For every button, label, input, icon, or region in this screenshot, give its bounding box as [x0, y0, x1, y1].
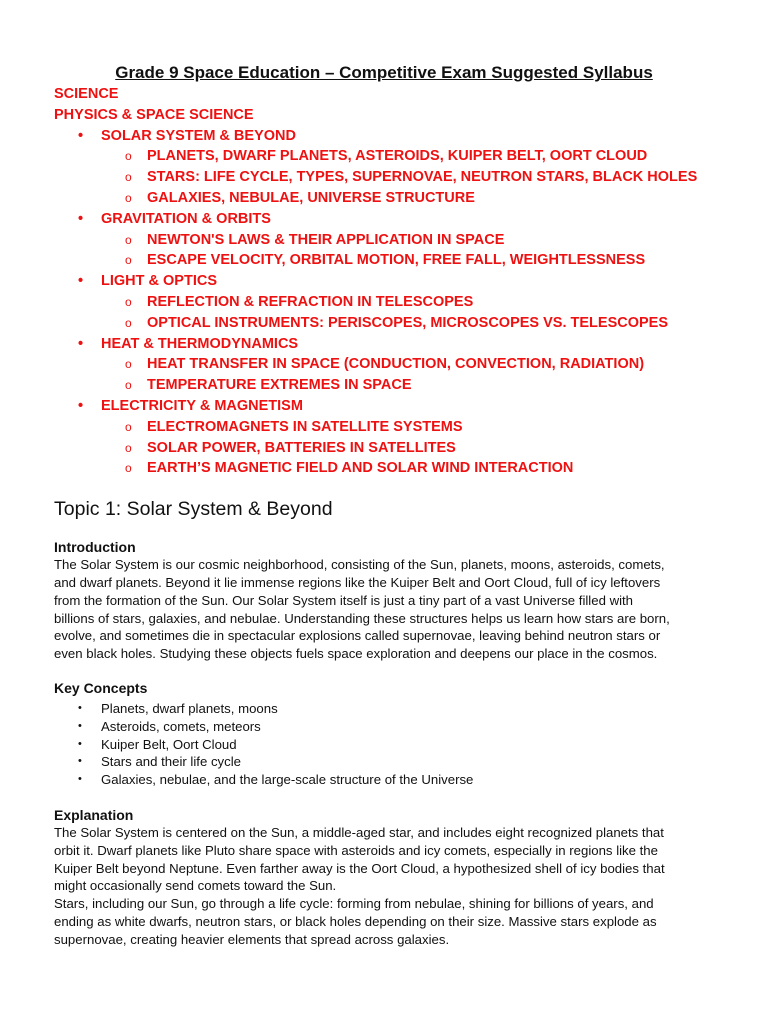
syllabus-subtopic-label: ELECTROMAGNETS IN SATELLITE SYSTEMS — [147, 418, 463, 435]
circle-bullet-icon: o — [125, 232, 132, 247]
explanation-line: Kuiper Belt beyond Neptune. Even farther away is the Oort Cloud, a hypothesized shell of icy bodies that — [54, 860, 665, 876]
circle-bullet-icon: o — [125, 378, 132, 393]
key-concept-item — [54, 736, 714, 754]
syllabus-topic-label: GRAVITATION & ORBITS — [101, 210, 271, 227]
key-concept-item — [54, 771, 714, 789]
circle-bullet-icon: o — [125, 315, 132, 330]
syllabus-subtopic-label: GALAXIES, NEBULAE, UNIVERSE STRUCTURE — [147, 189, 475, 206]
syllabus-subtopic — [54, 375, 714, 396]
syllabus-subtopic-label: EARTH’S MAGNETIC FIELD AND SOLAR WIND INTERACTION — [147, 460, 574, 477]
explanation-line: Stars, including our Sun, go through a life cycle: forming from nebulae, shining for billions of years, and — [54, 896, 654, 912]
bullet-icon: • — [78, 701, 82, 714]
introduction-line: and dwarf planets. Beyond it lie immense regions like the Kuiper Belt and Oort Cloud, full of icy leftovers — [54, 574, 661, 590]
introduction-line: evolve, and sometimes die in spectacular explosions called supernovae, leaving behind neutron stars or — [54, 628, 661, 644]
syllabus-subtopic — [54, 417, 714, 438]
syllabus-subtopic — [54, 313, 714, 334]
circle-bullet-icon: o — [125, 253, 132, 268]
syllabus-branch: PHYSICS & SPACE SCIENCE — [54, 106, 254, 123]
explanation-line: might occasionally send comets toward the Sun. — [54, 878, 337, 894]
bullet-icon: • — [78, 773, 82, 786]
syllabus-subtopic-label: OPTICAL INSTRUMENTS: PERISCOPES, MICROSCOPES VS. TELESCOPES — [147, 314, 669, 331]
syllabus-topic-label: SOLAR SYSTEM & BEYOND — [101, 127, 296, 144]
document-title: Grade 9 Space Education – Competitive Exam Suggested Syllabus — [115, 63, 653, 82]
circle-bullet-icon: o — [125, 440, 132, 455]
syllabus-subtopic-label: SOLAR POWER, BATTERIES IN SATELLITES — [147, 439, 456, 456]
explanation-line: ending as white dwarfs, neutron stars, or black holes depending on their size. Massive stars explode as — [54, 913, 657, 929]
syllabus-topic — [54, 126, 714, 147]
circle-bullet-icon: o — [125, 170, 132, 185]
introduction-line: billions of stars, galaxies, and nebulae. Understanding these structures helps us learn how stars are born, — [54, 610, 670, 626]
syllabus-subtopic — [54, 146, 714, 167]
topic-heading: Topic 1: Solar System & Beyond — [54, 498, 333, 521]
syllabus-subtopic-label: STARS: LIFE CYCLE, TYPES, SUPERNOVAE, NEUTRON STARS, BLACK HOLES — [147, 169, 698, 186]
introduction-line: from the formation of the Sun. Our Solar System itself is just a tiny part of a vast Universe filled with — [54, 592, 634, 608]
key-concepts-heading: Key Concepts — [54, 679, 148, 696]
circle-bullet-icon: o — [125, 294, 132, 309]
bullet-icon: • — [78, 127, 84, 144]
key-concept-label: Planets, dwarf planets, moons — [101, 700, 278, 716]
circle-bullet-icon: o — [125, 149, 132, 164]
explanation-line: supernovae, creating heavier elements that spread across galaxies. — [54, 931, 450, 947]
key-concept-label: Galaxies, nebulae, and the large-scale structure of the Universe — [101, 772, 474, 788]
syllabus-subtopic — [54, 230, 714, 251]
bullet-icon: • — [78, 737, 82, 750]
introduction-line: The Solar System is our cosmic neighborhood, consisting of the Sun, planets, moons, asteroids, comets, — [54, 557, 665, 573]
syllabus-outline — [54, 84, 714, 479]
bullet-icon: • — [78, 273, 84, 290]
explanation-heading: Explanation — [54, 806, 134, 823]
syllabus-subtopic — [54, 292, 714, 313]
syllabus-subtopic-label: TEMPERATURE EXTREMES IN SPACE — [147, 377, 412, 394]
introduction-text — [54, 556, 714, 663]
syllabus-topic — [54, 396, 714, 417]
syllabus-topic-label: HEAT & THERMODYNAMICS — [101, 335, 299, 352]
syllabus-subject: SCIENCE — [54, 86, 119, 102]
circle-bullet-icon: o — [125, 190, 132, 205]
circle-bullet-icon: o — [125, 357, 132, 372]
syllabus-subtopic-label: HEAT TRANSFER IN SPACE (CONDUCTION, CONVECTION, RADIATION) — [147, 356, 645, 373]
syllabus-subtopic-label: ESCAPE VELOCITY, ORBITAL MOTION, FREE FALL, WEIGHTLESSNESS — [147, 252, 646, 269]
key-concept-label: Stars and their life cycle — [101, 754, 241, 770]
bullet-icon: • — [78, 755, 82, 768]
explanation-text — [54, 824, 714, 949]
syllabus-topic — [54, 334, 714, 355]
key-concept-label: Kuiper Belt, Oort Cloud — [101, 736, 237, 752]
bullet-icon: • — [78, 210, 84, 227]
key-concept-item — [54, 753, 714, 771]
circle-bullet-icon: o — [125, 461, 132, 476]
syllabus-topic — [54, 271, 714, 292]
syllabus-topic-label: LIGHT & OPTICS — [101, 273, 217, 290]
syllabus-subtopic-label: REFLECTION & REFRACTION IN TELESCOPES — [147, 293, 474, 310]
key-concept-label: Asteroids, comets, meteors — [101, 718, 261, 734]
key-concept-item — [54, 700, 714, 718]
syllabus-subtopic — [54, 458, 714, 479]
syllabus-subtopic — [54, 354, 714, 375]
introduction-line: even black holes. Studying these objects fuels space exploration and deepens our place in the cosmos. — [54, 646, 658, 662]
syllabus-subtopic — [54, 188, 714, 209]
explanation-line: orbit it. Dwarf planets like Pluto share space with asteroids and icy comets, especially in regions like the — [54, 842, 658, 858]
circle-bullet-icon: o — [125, 419, 132, 434]
bullet-icon: • — [78, 719, 82, 732]
syllabus-subtopic — [54, 167, 714, 188]
syllabus-subtopic — [54, 438, 714, 459]
syllabus-subtopic — [54, 250, 714, 271]
explanation-line: The Solar System is centered on the Sun, a middle-aged star, and includes eight recognized planets that — [54, 824, 664, 840]
syllabus-subtopic-label: PLANETS, DWARF PLANETS, ASTEROIDS, KUIPER BELT, OORT CLOUD — [147, 148, 648, 165]
bullet-icon: • — [78, 335, 84, 352]
syllabus-subtopic-label: NEWTON'S LAWS & THEIR APPLICATION IN SPACE — [147, 231, 505, 248]
key-concept-item — [54, 718, 714, 736]
syllabus-topic-label: ELECTRICITY & MAGNETISM — [101, 397, 303, 414]
syllabus-topic-list — [54, 126, 714, 480]
key-concepts-list — [54, 700, 714, 789]
syllabus-topic — [54, 209, 714, 230]
bullet-icon: • — [78, 397, 84, 414]
introduction-heading: Introduction — [54, 539, 136, 556]
